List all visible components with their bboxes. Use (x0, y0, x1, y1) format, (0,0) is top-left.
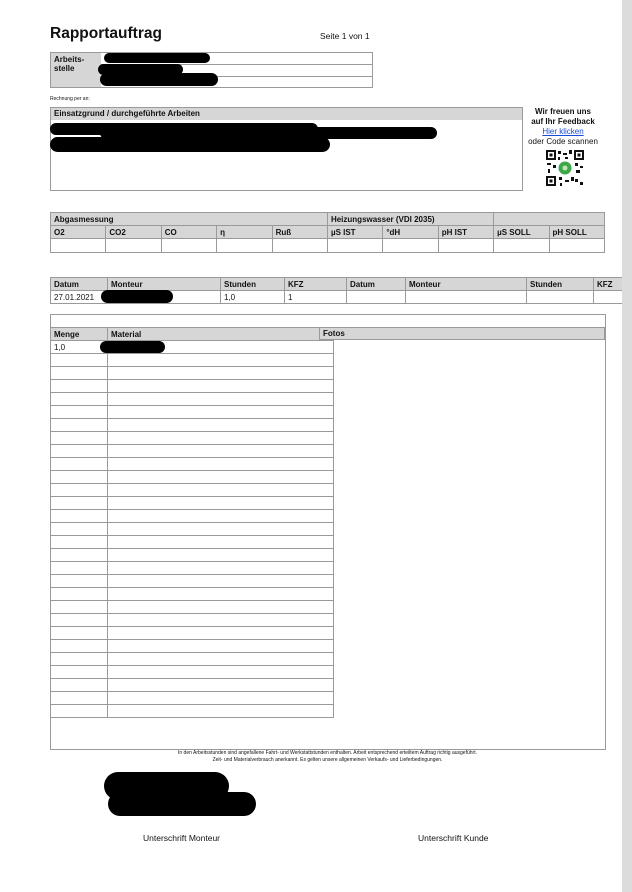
table-row (51, 692, 334, 705)
table-row (51, 549, 334, 562)
menge-cell (51, 653, 108, 666)
table-row (51, 653, 334, 666)
material-cell (108, 562, 334, 575)
menge-cell (51, 614, 108, 627)
empty-section-header (494, 213, 605, 226)
footer-terms: In den Arbeitsstunden sind angefallene Fahrt- und Werkstattstunden enthalten. Arbeit entsprechend erteiltem Auftrag richtig ausgeführt. Zeit- und Materialverbrauch anerkannt. Es gelten unsere allgemeinen Verkaufs- und Lieferbedingungen. (178, 750, 477, 763)
page-title: Rapportauftrag (50, 25, 162, 42)
table-row (51, 367, 334, 380)
menge-cell (51, 393, 108, 406)
abgas-col-header: CO2 (106, 226, 161, 239)
abgas-value-cell (494, 239, 549, 253)
menge-cell (51, 627, 108, 640)
material-cell (108, 471, 334, 484)
material-cell (108, 406, 334, 419)
arbeitszeit-col-header: Stunden (221, 278, 285, 291)
einsatzgrund-header: Einsatzgrund / durchgeführte Arbeiten (51, 108, 522, 120)
material-table (50, 327, 334, 718)
table-row (51, 393, 334, 406)
signature-kunde-label: Unterschrift Kunde (418, 833, 489, 843)
menge-cell (51, 640, 108, 653)
table-row (51, 640, 334, 653)
menge-cell (51, 354, 108, 367)
feedback-line3: oder Code scannen (528, 137, 598, 146)
table-row (51, 406, 334, 419)
arbeitszeit-col-header: Monteur (108, 278, 221, 291)
material-cell (108, 679, 334, 692)
menge-cell (51, 575, 108, 588)
feedback-line2: auf Ihr Feedback (531, 117, 595, 126)
abgas-section-header: Abgasmessung (51, 213, 328, 226)
material-cell (108, 627, 334, 640)
material-cell (108, 705, 334, 718)
material-cell (108, 549, 334, 562)
menge-cell (51, 367, 108, 380)
abgas-value-cell (327, 239, 382, 253)
material-cell (108, 458, 334, 471)
material-cell (108, 588, 334, 601)
abgas-value-cell (161, 239, 216, 253)
redacted-work-3 (50, 137, 330, 152)
page-edge (622, 0, 632, 892)
menge-cell (51, 458, 108, 471)
table-row (51, 432, 334, 445)
menge-cell (51, 523, 108, 536)
table-row (51, 419, 334, 432)
feedback-line1: Wir freuen uns (535, 107, 591, 116)
menge-cell (51, 484, 108, 497)
menge-cell (51, 471, 108, 484)
menge-cell (51, 601, 108, 614)
material-header: Material (108, 328, 334, 341)
abgas-value-cell (549, 239, 604, 253)
material-cell (108, 367, 334, 380)
table-row (51, 497, 334, 510)
table-row (51, 614, 334, 627)
fotos-header: Fotos (319, 327, 605, 340)
arbeitszeit-cell: 27.01.2021 (51, 291, 108, 304)
menge-cell (51, 380, 108, 393)
table-row (51, 341, 334, 354)
feedback-link[interactable]: Hier klicken (542, 127, 584, 136)
material-cell (108, 601, 334, 614)
table-row (51, 601, 334, 614)
material-cell (108, 432, 334, 445)
arbeitszeit-col-header: Datum (347, 278, 406, 291)
abgas-col-header: CO (161, 226, 216, 239)
arbeitszeit-cell (347, 291, 406, 304)
arbeitsstelle-label: Arbeits- stelle (51, 53, 101, 87)
menge-cell (51, 666, 108, 679)
menge-cell (51, 705, 108, 718)
table-row (51, 679, 334, 692)
menge-cell (51, 510, 108, 523)
redacted-signature-2 (108, 792, 256, 816)
material-cell (108, 614, 334, 627)
redacted-material (100, 341, 165, 353)
menge-cell (51, 679, 108, 692)
material-cell (108, 575, 334, 588)
material-cell (108, 653, 334, 666)
material-cell (108, 536, 334, 549)
arbeitszeit-col-header: KFZ (285, 278, 347, 291)
abgas-value-cell (438, 239, 493, 253)
menge-cell (51, 549, 108, 562)
abgas-col-header: µS SOLL (494, 226, 549, 239)
abgas-value-cell (106, 239, 161, 253)
menge-cell (51, 432, 108, 445)
table-row (51, 575, 334, 588)
material-cell (108, 419, 334, 432)
arbeitszeit-cell (406, 291, 527, 304)
table-row (51, 523, 334, 536)
abgas-value-cell (383, 239, 438, 253)
table-row (51, 588, 334, 601)
menge-cell (51, 536, 108, 549)
menge-cell (51, 419, 108, 432)
arbeitszeit-col-header: Monteur (406, 278, 527, 291)
arbeitszeit-col-header: KFZ (594, 278, 632, 291)
page-number: Seite 1 von 1 (320, 31, 370, 41)
arbeitszeit-cell: 1 (285, 291, 347, 304)
menge-cell (51, 497, 108, 510)
arbeitszeit-col-header: Stunden (527, 278, 594, 291)
table-row (51, 484, 334, 497)
material-cell (108, 510, 334, 523)
menge-cell (51, 406, 108, 419)
material-cell (108, 354, 334, 367)
table-row (51, 666, 334, 679)
menge-header: Menge (51, 328, 108, 341)
material-cell (108, 484, 334, 497)
material-cell (108, 523, 334, 536)
material-cell (108, 497, 334, 510)
table-row (51, 536, 334, 549)
menge-cell (51, 445, 108, 458)
table-row (51, 705, 334, 718)
abgas-col-header: µS IST (327, 226, 382, 239)
abgas-table (50, 212, 605, 253)
material-cell (108, 393, 334, 406)
abgas-value-cell (51, 239, 106, 253)
table-row (51, 380, 334, 393)
material-cell (108, 640, 334, 653)
menge-cell: 1,0 (51, 341, 108, 354)
table-row (51, 510, 334, 523)
material-cell (108, 445, 334, 458)
abgas-value-cell (217, 239, 272, 253)
abgas-col-header: O2 (51, 226, 106, 239)
table-row (51, 562, 334, 575)
menge-cell (51, 692, 108, 705)
abgas-col-header: η (217, 226, 272, 239)
table-row (51, 471, 334, 484)
table-row (51, 445, 334, 458)
abgas-value-cell (272, 239, 327, 253)
abgas-col-header: Ruß (272, 226, 327, 239)
arbeitszeit-col-header: Datum (51, 278, 108, 291)
arbeitszeit-cell: 1,0 (221, 291, 285, 304)
redacted-address-1 (104, 53, 210, 63)
arbeitszeit-cell (527, 291, 594, 304)
table-row (51, 627, 334, 640)
signature-monteur-label: Unterschrift Monteur (143, 833, 220, 843)
abgas-col-header: pH SOLL (549, 226, 604, 239)
menge-cell (51, 562, 108, 575)
redacted-address-3 (100, 73, 218, 86)
abgas-col-header: pH IST (438, 226, 493, 239)
redacted-monteur (101, 290, 173, 303)
table-row (51, 354, 334, 367)
qr-code-icon[interactable] (545, 149, 585, 187)
abgas-col-header: °dH (383, 226, 438, 239)
material-cell (108, 692, 334, 705)
table-row (51, 458, 334, 471)
menge-cell (51, 588, 108, 601)
material-cell (108, 380, 334, 393)
feedback-block (522, 107, 604, 147)
heizungswasser-section-header: Heizungswasser (VDI 2035) (327, 213, 493, 226)
rechnung-label: Rechnung per an: (50, 96, 90, 102)
material-cell (108, 666, 334, 679)
